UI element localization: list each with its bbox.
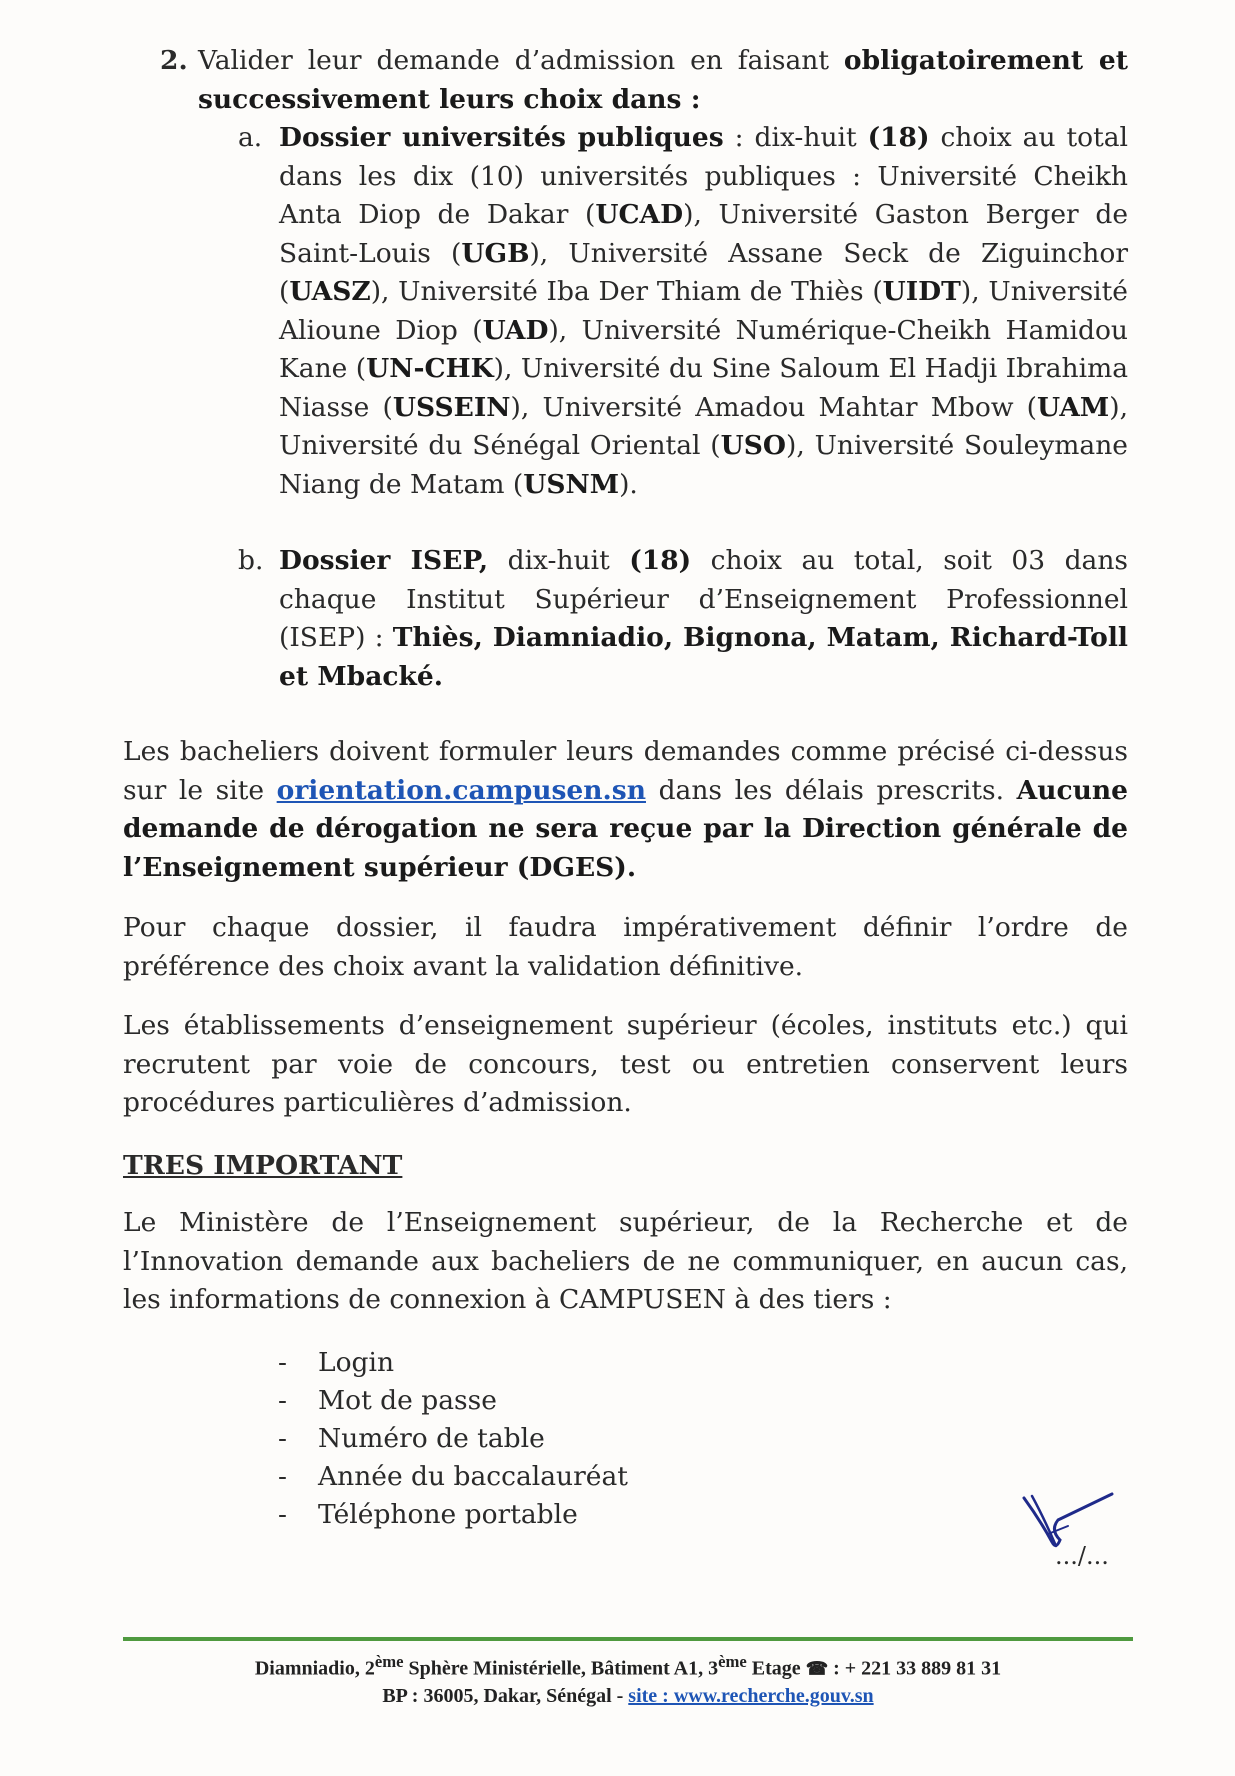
list-item: - Login bbox=[278, 1347, 395, 1378]
footer-line-2: BP : 36005, Dakar, Sénégal - site : www.recherche.gouv.sn bbox=[382, 1684, 874, 1707]
paragraph-preference-order: Pour chaque dossier, il faudra impérativement définir l’ordre de préférence des choix avant la validation définitive. bbox=[123, 912, 1128, 982]
paragraph-warning: Le Ministère de l’Enseignement supérieur, de la Recherche et de l’Innovation demande aux bacheliers de ne communiquer, en aucun cas, les informations de connexion à CAMPUSEN à des tiers : bbox=[123, 1207, 1128, 1315]
continuation-mark: .../... bbox=[1055, 1542, 1109, 1570]
list-item: - Année du baccalauréat bbox=[278, 1461, 628, 1492]
section-heading-important: TRES IMPORTANT bbox=[123, 1150, 403, 1181]
sub-item-letter-b: b. bbox=[238, 545, 264, 576]
footer-address bbox=[123, 1648, 1133, 1710]
sub-item-b-text: Dossier ISEP, dix-huit (18) choix au total, soit 03 dans chaque Institut Supérieur d’Enseignement Professionnel (ISEP) : Thiès, Diamniadio, Bignona, Matam, Richard-Toll et Mbacké. bbox=[279, 545, 1128, 692]
list-item: - Téléphone portable bbox=[278, 1499, 578, 1530]
list-item: - Numéro de table bbox=[278, 1423, 545, 1454]
item-number: 2. bbox=[160, 45, 188, 76]
item-2-intro: Valider leur demande d’admission en faisant obligatoirement et successivement leurs choix dans : bbox=[198, 45, 1129, 115]
credentials-list bbox=[278, 1344, 628, 1534]
ministry-site-link[interactable]: site : www.recherche.gouv.sn bbox=[628, 1684, 874, 1707]
phone-icon: ☎ bbox=[805, 1658, 829, 1679]
sub-item-a-text: Dossier universités publiques : dix-huit (18) choix au total dans les dix (10) universités publiques : Université Cheikh Anta Diop de Dakar (UCAD), Université Gaston Berger de Saint-Louis (UGB), Université Assane Seck de Ziguinchor (UASZ), Université Iba Der Thiam de Thiès (UIDT), Université Alioune Diop (UAD), Université Numérique-Cheikh Hamidou Kane (UN-CHK), Université du Sine Saloum El Hadji Ibrahima Niasse (USSEIN), Université Amadou Mahtar Mbow (UAM), Université du Sénégal Oriental (USO), Université Souleymane Niang de Matam (USNM). bbox=[279, 122, 1129, 500]
paragraph-submission: Les bacheliers doivent formuler leurs demandes comme précisé ci-dessus sur le site orientation.campusen.sn dans les délais prescrits. Aucune demande de dérogation ne sera reçue par la Direction générale de l’Enseignement supérieur (DGES). bbox=[123, 736, 1129, 883]
orientation-site-link[interactable]: orientation.campusen.sn bbox=[276, 774, 646, 806]
list-item: - Mot de passe bbox=[278, 1385, 497, 1416]
paragraph-institutions: Les établissements d’enseignement supérieur (écoles, instituts etc.) qui recrutent par voie de concours, test ou entretien conservent leurs procédures particulières d’admission. bbox=[123, 1010, 1128, 1118]
sub-item-letter-a: a. bbox=[238, 122, 263, 153]
footer-line-1: Diamniadio, 2ème Sphère Ministérielle, Bâtiment A1, 3ème Etage ☎ : + 221 33 889 81 31 bbox=[254, 1652, 1002, 1680]
footer-divider bbox=[123, 1637, 1133, 1641]
